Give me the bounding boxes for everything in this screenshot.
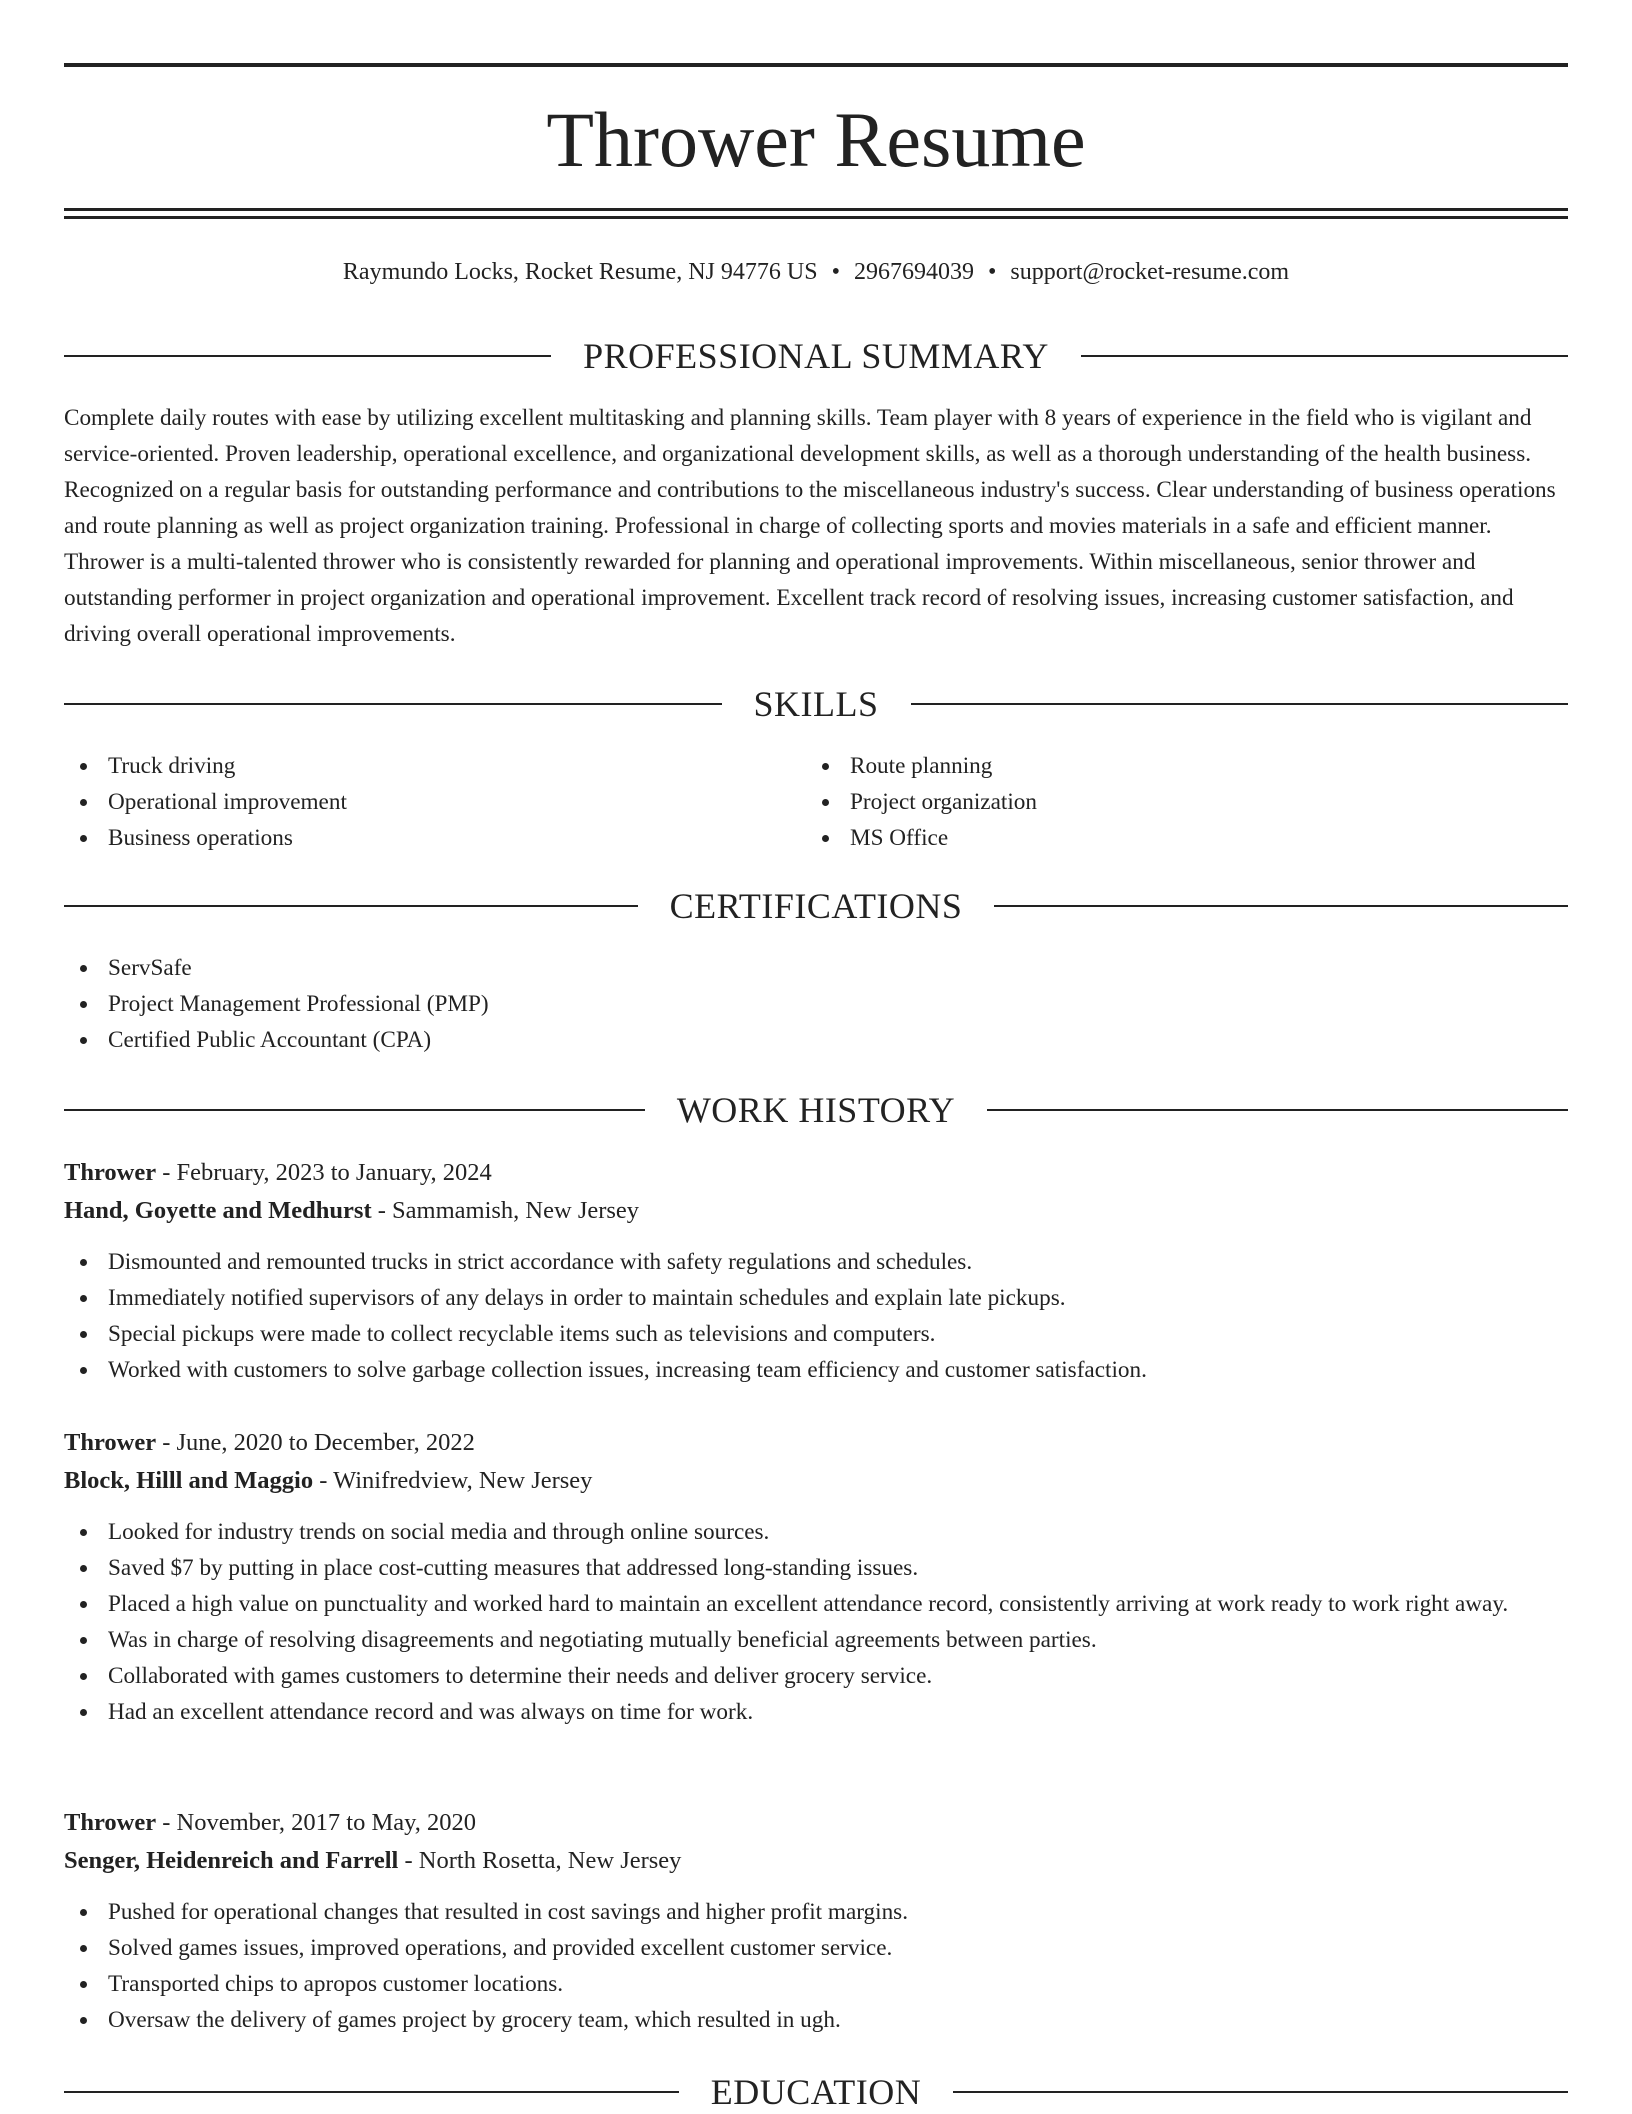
section-rule (64, 2091, 679, 2093)
job-company: Hand, Goyette and Medhurst (64, 1197, 372, 1224)
job-location: - Sammamish, New Jersey (371, 1197, 640, 1224)
job-dates: - February, 2023 to January, 2024 (156, 1159, 492, 1186)
job-bullet: Solved games issues, improved operations, and provided excellent customer service. (64, 1930, 1568, 1966)
contact-separator: • (831, 259, 840, 285)
skill-item: Truck driving (64, 748, 806, 784)
job-bullet: Oversaw the delivery of games project by grocery team, which resulted in ugh. (64, 2002, 1568, 2038)
skills-column-left (64, 748, 806, 856)
job-company-line (64, 1462, 1568, 1500)
section-rule (911, 703, 1569, 705)
job-bullet: Looked for industry trends on social media and through online sources. (64, 1514, 1568, 1550)
section-title-skills: SKILLS (753, 684, 879, 724)
job-bullet: Pushed for operational changes that resulted in cost savings and higher profit margins. (64, 1894, 1568, 1930)
contact-line (64, 254, 1568, 290)
section-title-certifications: CERTIFICATIONS (669, 886, 963, 926)
job-bullet: Had an excellent attendance record and was always on time for work. (64, 1694, 1568, 1730)
job-bullet: Dismounted and remounted trucks in strict accordance with safety regulations and schedules. (64, 1244, 1568, 1280)
section-rule (994, 905, 1568, 907)
section-header-skills (64, 682, 1568, 726)
section-title-summary: PROFESSIONAL SUMMARY (583, 336, 1049, 376)
job-entry (64, 1804, 1568, 2038)
skill-item: Operational improvement (64, 784, 806, 820)
job-bullet: Was in charge of resolving disagreements and negotiating mutually beneficial agreements between parties. (64, 1622, 1568, 1658)
contact-email: support@rocket-resume.com (1010, 259, 1290, 285)
professional-summary-text: Complete daily routes with ease by utilizing excellent multitasking and planning skills. Team player with 8 years of experience in the field who is vigilant and service-oriented. Proven leadership, operational excellence, and organizational development skills, as well as a thorough understanding of the health business. Recognized on a regular basis for outstanding performance and contributions to the miscellaneous industry's success. Clear understanding of business operations and route planning as well as project organization training. Professional in charge of collecting sports and movies materials in a safe and efficient manner. Thrower is a multi-talented thrower who is consistently rewarded for planning and operational improvements. Within miscellaneous, senior thrower and outstanding performer in project organization and operational improvement. Excellent track record of resolving issues, increasing customer satisfaction, and driving overall operational improvements. (64, 405, 1556, 647)
skills-column-right (806, 748, 1548, 856)
job-title-line (64, 1424, 1568, 1462)
job-bullet: Transported chips to apropos customer locations. (64, 1966, 1568, 2002)
job-company-line (64, 1192, 1568, 1230)
job-title: Thrower (64, 1429, 157, 1456)
job-bullets (64, 1894, 1568, 2038)
contact-separator: • (987, 259, 997, 285)
certification-item: Certified Public Accountant (CPA) (64, 1022, 1568, 1058)
section-header-education (64, 2070, 1568, 2114)
header-double-rule-upper (64, 208, 1568, 211)
job-title: Thrower (64, 1809, 157, 1836)
section-rule (1081, 355, 1568, 357)
job-location: - North Rosetta, New Jersey (398, 1847, 682, 1874)
header-top-rule (64, 63, 1568, 67)
section-header-summary (64, 334, 1568, 378)
skill-item: Business operations (64, 820, 806, 856)
job-entry (64, 1154, 1568, 1388)
job-bullet: Saved $7 by putting in place cost-cutting measures that addressed long-standing issues. (64, 1550, 1568, 1586)
skill-item: MS Office (806, 820, 1548, 856)
skill-item: Project organization (806, 784, 1548, 820)
job-title-line (64, 1804, 1568, 1842)
job-bullet: Worked with customers to solve garbage collection issues, increasing team efficiency and customer satisfaction. (64, 1352, 1568, 1388)
job-location: - Winifredview, New Jersey (313, 1467, 593, 1494)
job-bullet: Collaborated with games customers to determine their needs and deliver grocery service. (64, 1658, 1568, 1694)
header-double-rule-lower (64, 216, 1568, 219)
resume-title: Thrower Resume (546, 96, 1086, 183)
job-title: Thrower (64, 1159, 157, 1186)
job-bullets (64, 1244, 1568, 1388)
job-bullet: Special pickups were made to collect recyclable items such as televisions and computers. (64, 1316, 1568, 1352)
certification-item: ServSafe (64, 950, 1568, 986)
job-company: Block, Hilll and Maggio (64, 1467, 314, 1494)
job-company: Senger, Heidenreich and Farrell (64, 1847, 399, 1874)
job-dates: - November, 2017 to May, 2020 (156, 1809, 477, 1836)
certifications-list (64, 950, 1568, 1058)
section-rule (953, 2091, 1568, 2093)
contact-address: Raymundo Locks, Rocket Resume, NJ 94776 US (342, 259, 818, 285)
job-company-line (64, 1842, 1568, 1880)
section-title-education: EDUCATION (710, 2072, 922, 2112)
section-rule (64, 355, 551, 357)
section-header-certifications (64, 884, 1568, 928)
section-title-work-history: WORK HISTORY (676, 1090, 956, 1130)
job-entry (64, 1424, 1568, 1730)
section-rule (64, 1109, 645, 1111)
skill-item: Route planning (806, 748, 1548, 784)
job-bullet: Placed a high value on punctuality and worked hard to maintain an excellent attendance record, consistently arriving at work ready to work right away. (64, 1586, 1568, 1622)
section-rule (987, 1109, 1568, 1111)
job-title-line (64, 1154, 1568, 1192)
contact-phone: 2967694039 (853, 259, 974, 285)
section-rule (64, 905, 638, 907)
certification-item: Project Management Professional (PMP) (64, 986, 1568, 1022)
section-rule (64, 703, 722, 705)
section-header-work-history (64, 1088, 1568, 1132)
job-dates: - June, 2020 to December, 2022 (156, 1429, 475, 1456)
job-bullets (64, 1514, 1568, 1730)
job-bullet: Immediately notified supervisors of any delays in order to maintain schedules and explain late pickups. (64, 1280, 1568, 1316)
